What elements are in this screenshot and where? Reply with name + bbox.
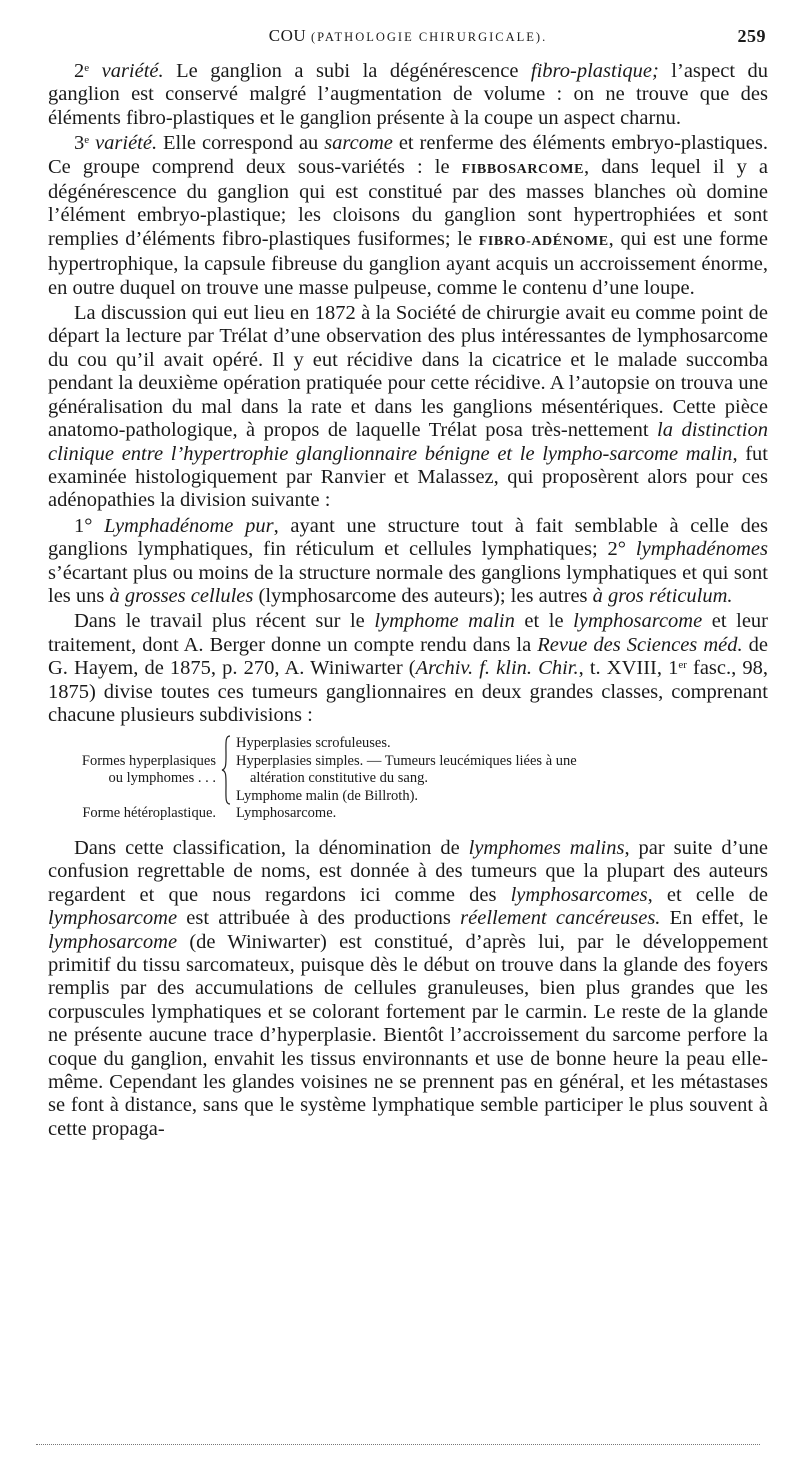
emphasis: la distinction clinique entre l’hypertrophie glanglionnaire bénigne et le lympho-sarcome malin — [48, 419, 769, 465]
text-run: En effet, le — [660, 907, 768, 930]
emphasis: fibro-plastique; — [530, 60, 659, 82]
small-caps-term: FIBBOSARCOME — [461, 161, 585, 177]
emphasis: Revue des Sciences méd. — [537, 633, 743, 656]
text-run: s’écartant plus ou moins de la structure normale des ganglions lymphatiques et qui sont les uns — [48, 561, 768, 607]
ordinal-suffix: er — [678, 659, 687, 672]
paragraph-discussion-1872 — [48, 302, 768, 513]
emphasis: lymphome malin — [374, 610, 515, 633]
text-run: Elle correspond au — [157, 132, 325, 155]
classification-table — [48, 735, 768, 823]
paragraph-winiwarter — [48, 610, 768, 727]
text-run: (lymphosarcome des auteurs); les autres — [253, 584, 593, 607]
text-run: , t. XVIII, 1 — [578, 657, 679, 680]
ordinal-suffix: e — [84, 134, 90, 147]
emphasis: lymphosarcomes — [510, 883, 648, 906]
text-run: , qui est une forme hypertrophique, la capsule fibreuse du ganglion ayant acquis un accroissement énorme, en outre duquel on trouve une masse pulpeuse, comme le contenu d’une loupe. — [48, 227, 768, 299]
classification-group-labels — [48, 735, 220, 823]
running-header — [48, 26, 768, 60]
footer-rule — [36, 1444, 760, 1445]
text-run: La discussion qui eut lieu en 1872 à la Société de chirurgie avait eu comme point de départ la lecture par Trélat d’une observation des plus intéressantes de lymphosarcome du cou qu’il avait opéré. Il y eut récidive dans la cicatrice et le malade succomba pendant la deuxième opération pratiquée pour cette récidive. A l’autopsie on trouva une généralisation du mal dans la rate et dans les ganglions mésentériques. Cette pièce anatomo-pathologique, à propos de laquelle Trélat posa très-nettement — [48, 302, 768, 442]
emphasis: lymphosarcome — [573, 610, 703, 633]
text-run: est attribuée à des productions — [177, 907, 461, 930]
emphasis: Archiv. f. klin. Chir. — [415, 657, 579, 680]
classification-item: altération constitutive du sang. — [250, 770, 428, 787]
variety-label: variété. — [95, 132, 158, 155]
paragraph-division-list — [48, 515, 768, 609]
ordinal: 2 — [74, 60, 85, 82]
emphasis: lymphomes malins — [468, 836, 625, 859]
text-run: l’aspect du ganglion est conservé malgré l’augmentation de volume : on ne trouve que des éléments fibro-plastiques et le ganglion présente à la coupe un aspect charnu. — [48, 60, 769, 129]
group-label-hyperplastic: Formes hyperplasiques — [81, 752, 216, 769]
text-run: , par suite d’une confusion regrettable de noms, est donnée à des tumeurs que la plupart des auteurs regardent et que nous regardons ici comme des — [48, 836, 769, 906]
text-run: fasc., 98, 1875) divise toutes ces tumeurs ganglionnaires en deux grandes classes, comprenant chacune plusieurs subdivisions : — [48, 657, 768, 726]
classification-item: Lymphome malin (de Billroth). — [236, 787, 419, 804]
ordinal: 3 — [74, 132, 85, 155]
text-run: Dans le travail plus récent sur le — [74, 610, 375, 633]
emphasis: lymphosarcome — [48, 907, 178, 930]
classification-item-hetero: Lymphosarcome. — [236, 805, 337, 822]
text-run: , et celle de — [647, 883, 768, 906]
emphasis: réellement cancéreuses. — [460, 907, 661, 930]
header-title — [269, 26, 547, 46]
text-run: , dans lequel il y a dégénérescence du ganglion qui est constitué par des masses blanches où domine l’élément embryo-plastique; les cloisons du ganglion sont hypertrophiées et sont remplies d’éléments fibro-plastiques fusiformes; le — [48, 155, 769, 250]
text-run: , fut examinée histologiquement par Ranvier et Malassez, qui proposèrent alors pour ces adénopathies la division suivante : — [48, 442, 768, 512]
text-run: et renferme des éléments embryo-plastiques. Ce groupe comprend deux sous-variétés : le — [48, 132, 768, 178]
text-run: , ayant une structure tout à fait semblable à celle des ganglions lymphatiques, fin réticulum et cellules lymphatiques; 2° — [48, 514, 769, 561]
text-run: de G. Hayem, de 1875, p. 270, A. Winiwarter ( — [48, 633, 768, 680]
text-run: Le ganglion a subi la dégénérescence — [163, 60, 531, 82]
emphasis: lymphadénomes — [635, 538, 768, 561]
ordinal: 1° — [74, 514, 93, 537]
paragraph-variety-2 — [48, 60, 768, 130]
text-run: (de Winiwarter) est constitué, d’après lui, par le développement primitif du tissu sarcomateux, puisque dès le début on trouve dans la glande des foyers remplis par des accumulations de cellules granuleuses, bien plus grandes que les corpuscules lymphatiques et se colorant fortement par le carmin. Le reste de la glande ne présente aucune trace d’hyperplasie. Bientôt l’accroissement du sarcome perfore la coque du ganglion, envahit les tissus environnants et use de bonne heure la peau elle-même. Cependant les glandes voisines ne se prennent pas en général, et les métastases se font à distance, sans que le système lymphatique semble participer le plus souvent à cette propaga- — [48, 930, 768, 1140]
paragraph-variety-3 — [48, 132, 768, 300]
ordinal-suffix: e — [84, 62, 90, 74]
small-caps-term: FIBRO-ADÉNOME — [478, 233, 609, 249]
emphasis: sarcome — [324, 132, 393, 155]
paragraph-classification-critique — [48, 837, 768, 1141]
emphasis: à grosses cellules — [109, 584, 254, 607]
text-run: et leur traitement, dont A. Berger donne un compte rendu dans la — [48, 610, 768, 656]
text-run: et le — [514, 610, 574, 633]
header-title-sub: (PATHOLOGIE CHIRURGICALE). — [310, 30, 548, 44]
text-run: Dans cette classification, la dénomination de — [74, 836, 469, 859]
header-title-main: COU — [268, 26, 307, 45]
page-number: 259 — [737, 26, 766, 46]
emphasis: lymphosarcome — [48, 930, 178, 953]
classification-item: Hyperplasies scrofuleuses. — [236, 735, 391, 752]
emphasis: Lymphadénome pur — [104, 514, 274, 537]
group-label-heteroplastic: Forme hétéroplastique. — [82, 805, 216, 822]
group-label-lymphomes: ou lymphomes . . . — [108, 770, 216, 787]
classification-items — [232, 735, 768, 823]
variety-label: variété. — [101, 60, 164, 82]
brace-icon — [220, 735, 232, 823]
classification-item: Hyperplasies simples. — Tumeurs leucémiques liées à une — [236, 752, 577, 769]
emphasis: à gros réticulum. — [592, 584, 733, 607]
